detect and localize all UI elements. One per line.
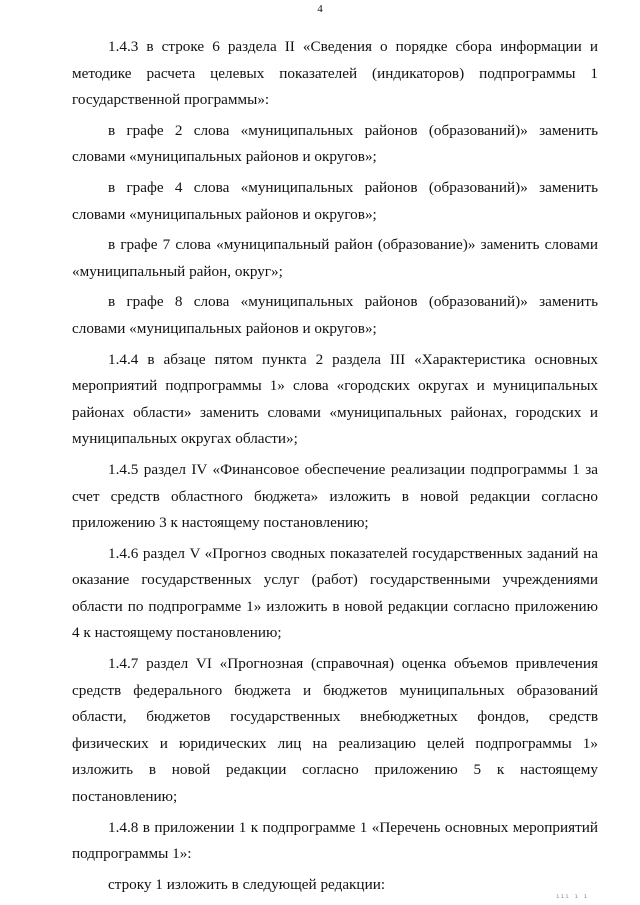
paragraph-1-4-6: 1.4.6 раздел V «Прогноз сводных показателей государственных заданий на оказание государственных услуг (работ) государственными учреждениями области по подпрограмме 1» изложить в новой редакции согласно приложению 4 к настоящему постановлению; [72, 544, 598, 642]
paragraph-row-1: строку 1 изложить в следующей редакции: [108, 875, 386, 893]
paragraph-column-2: в графе 2 слова «муниципальных районов (образований)» заменить словами «муниципальных районов и округов»; [72, 121, 598, 166]
document-body [72, 34, 598, 902]
paragraph-1-4-3: 1.4.3 в строке 6 раздела II «Сведения о порядке сбора информации и методике расчета целевых показателей (индикаторов) подпрограммы 1 государственной программы»: [72, 38, 598, 109]
paragraph-1-4-4: 1.4.4 в абзаце пятом пункта 2 раздела III «Характеристика основных мероприятий подпрограммы 1» слова «городских округах и муниципальных районах области» заменить словами «муниципальных районах, городских и муниципальных округах области»; [72, 350, 598, 448]
paragraph-1-4-8: 1.4.8 в приложении 1 к подпрограмме 1 «Перечень основных мероприятий подпрограммы 1»: [72, 818, 598, 863]
footer-scan-mark: ııı ı ı [556, 893, 589, 900]
page-number: 4 [317, 3, 323, 15]
paragraph-1-4-7: 1.4.7 раздел VI «Прогнозная (справочная) оценка объемов привлечения средств федерального бюджета и бюджетов муниципальных образований области, бюджетов государственных внебюджетных фондов, средств физических и юридических лиц на реализацию целей подпрограммы 1» изложить в новой редакции согласно приложению 5 к настоящему постановлению; [72, 655, 598, 806]
paragraph-column-8: в графе 8 слова «муниципальных районов (образований)» заменить словами «муниципальных районов и округов»; [72, 293, 598, 337]
paragraph-column-7: в графе 7 слова «муниципальный район (образование)» заменить словами «муниципальный район, округ»; [72, 236, 598, 280]
paragraph-column-4: в графе 4 слова «муниципальных районов (образований)» заменить словами «муниципальных районов и округов»; [72, 178, 598, 223]
paragraph-1-4-5: 1.4.5 раздел IV «Финансовое обеспечение реализации подпрограммы 1 за счет средств областного бюджета» изложить в новой редакции согласно приложению 3 к настоящему постановлению; [72, 460, 598, 532]
